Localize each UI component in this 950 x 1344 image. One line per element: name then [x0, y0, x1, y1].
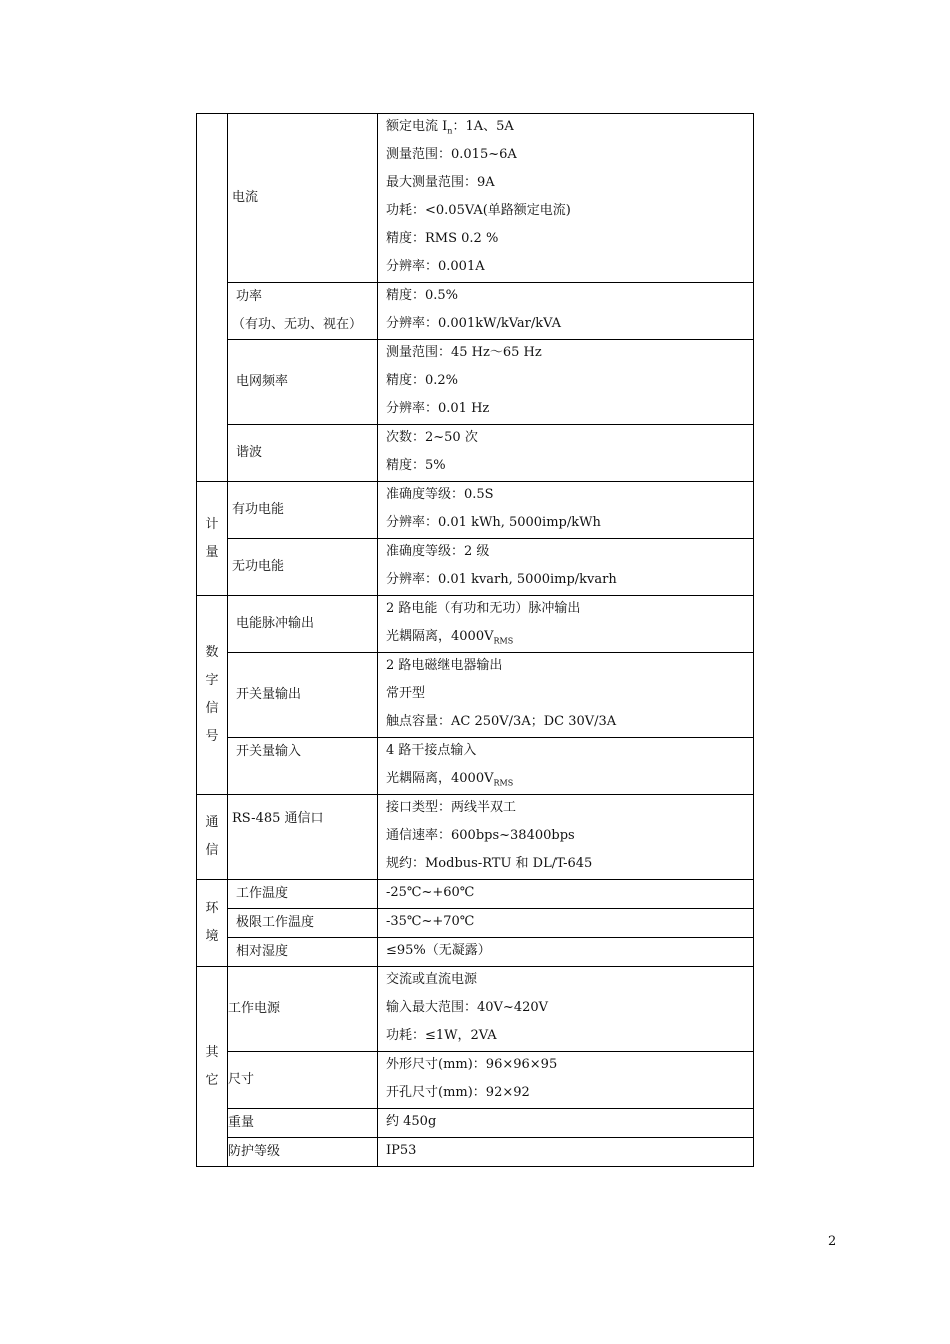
item-switch-output: 开关量输出 — [228, 653, 378, 738]
row-weight — [197, 1109, 754, 1138]
value-weight: 约 450g — [378, 1109, 754, 1138]
spec-table — [196, 113, 754, 1167]
value-protection: IP53 — [378, 1138, 754, 1167]
item-weight: 重量 — [228, 1109, 378, 1138]
category-comm: 通信 — [197, 795, 228, 880]
page-number: 2 — [828, 1234, 837, 1249]
value-env-temp: -25℃~+60℃ — [378, 880, 754, 909]
row-env-0 — [197, 880, 754, 909]
row-power-supply — [197, 967, 754, 1052]
value-power: 精度：0.5% 分辨率：0.001kW/kVar/kVA — [378, 283, 754, 340]
value-rs485: 接口类型：两线半双工 通信速率：600bps~38400bps 规约：Modbus-RTU 和 DL/T-645 — [378, 795, 754, 880]
row-power — [197, 283, 754, 340]
row-pulse-output — [197, 596, 754, 653]
item-switch-input: 开关量输入 — [228, 738, 378, 795]
row-protection — [197, 1138, 754, 1167]
value-harmonic: 次数：2~50 次 精度：5% — [378, 425, 754, 482]
item-harmonic: 谐波 — [228, 425, 378, 482]
value-env-limit: -35℃~+70℃ — [378, 909, 754, 938]
category-digital: 数字信号 — [197, 596, 228, 795]
row-frequency — [197, 340, 754, 425]
item-env-limit: 极限工作温度 — [228, 909, 378, 938]
category-measure — [197, 114, 228, 482]
row-rs485 — [197, 795, 754, 880]
value-switch-output: 2 路电磁继电器输出 常开型 触点容量：AC 250V/3A；DC 30V/3A — [378, 653, 754, 738]
row-size — [197, 1052, 754, 1109]
row-reactive-energy — [197, 539, 754, 596]
item-current: 电流 — [228, 114, 378, 283]
item-size: 尺寸 — [228, 1052, 378, 1109]
item-active-energy: 有功电能 — [228, 482, 378, 539]
row-env-2 — [197, 938, 754, 967]
category-metering: 计量 — [197, 482, 228, 596]
item-pulse-output: 电能脉冲输出 — [228, 596, 378, 653]
item-power-supply: 工作电源 — [228, 967, 378, 1052]
row-current — [197, 114, 754, 283]
row-switch-input — [197, 738, 754, 795]
value-switch-input: 4 路干接点输入 光耦隔离，$4000V_{RMS}$ — [378, 738, 754, 795]
value-power-supply: 交流或直流电源 输入最大范围：40V~420V 功耗：≤1W，2VA — [378, 967, 754, 1052]
category-env: 环境 — [197, 880, 228, 967]
category-other: 其它 — [197, 967, 228, 1167]
value-frequency: 测量范围：45 Hz～65 Hz 精度：0.2% 分辨率：0.01 Hz — [378, 340, 754, 425]
row-env-1 — [197, 909, 754, 938]
item-protection: 防护等级 — [228, 1138, 378, 1167]
item-env-humidity: 相对湿度 — [228, 938, 378, 967]
item-frequency: 电网频率 — [228, 340, 378, 425]
item-power: 功率 （有功、无功、视在） — [228, 283, 378, 340]
value-pulse-output: 2 路电能（有功和无功）脉冲输出 光耦隔离，$4000V_{RMS}$ — [378, 596, 754, 653]
row-switch-output — [197, 653, 754, 738]
row-harmonic — [197, 425, 754, 482]
item-rs485: RS-485 通信口 — [228, 795, 378, 880]
value-active-energy: 准确度等级：0.5S 分辨率：0.01 kWh, 5000imp/kWh — [378, 482, 754, 539]
value-size: 外形尺寸(mm)：96×96×95 开孔尺寸(mm)：92×92 — [378, 1052, 754, 1109]
item-env-temp: 工作温度 — [228, 880, 378, 909]
value-env-humidity: ≤95%（无凝露） — [378, 938, 754, 967]
value-current: 额定电流 $I_n$：1A、5A 测量范围：0.015~6A 最大测量范围：9A 功耗：<0.05VA(单路额定电流) 精度：RMS 0.2 % 分辨率：0.001A — [378, 114, 754, 283]
item-reactive-energy: 无功电能 — [228, 539, 378, 596]
row-active-energy — [197, 482, 754, 539]
value-reactive-energy: 准确度等级：2 级 分辨率：0.01 kvarh, 5000imp/kvarh — [378, 539, 754, 596]
